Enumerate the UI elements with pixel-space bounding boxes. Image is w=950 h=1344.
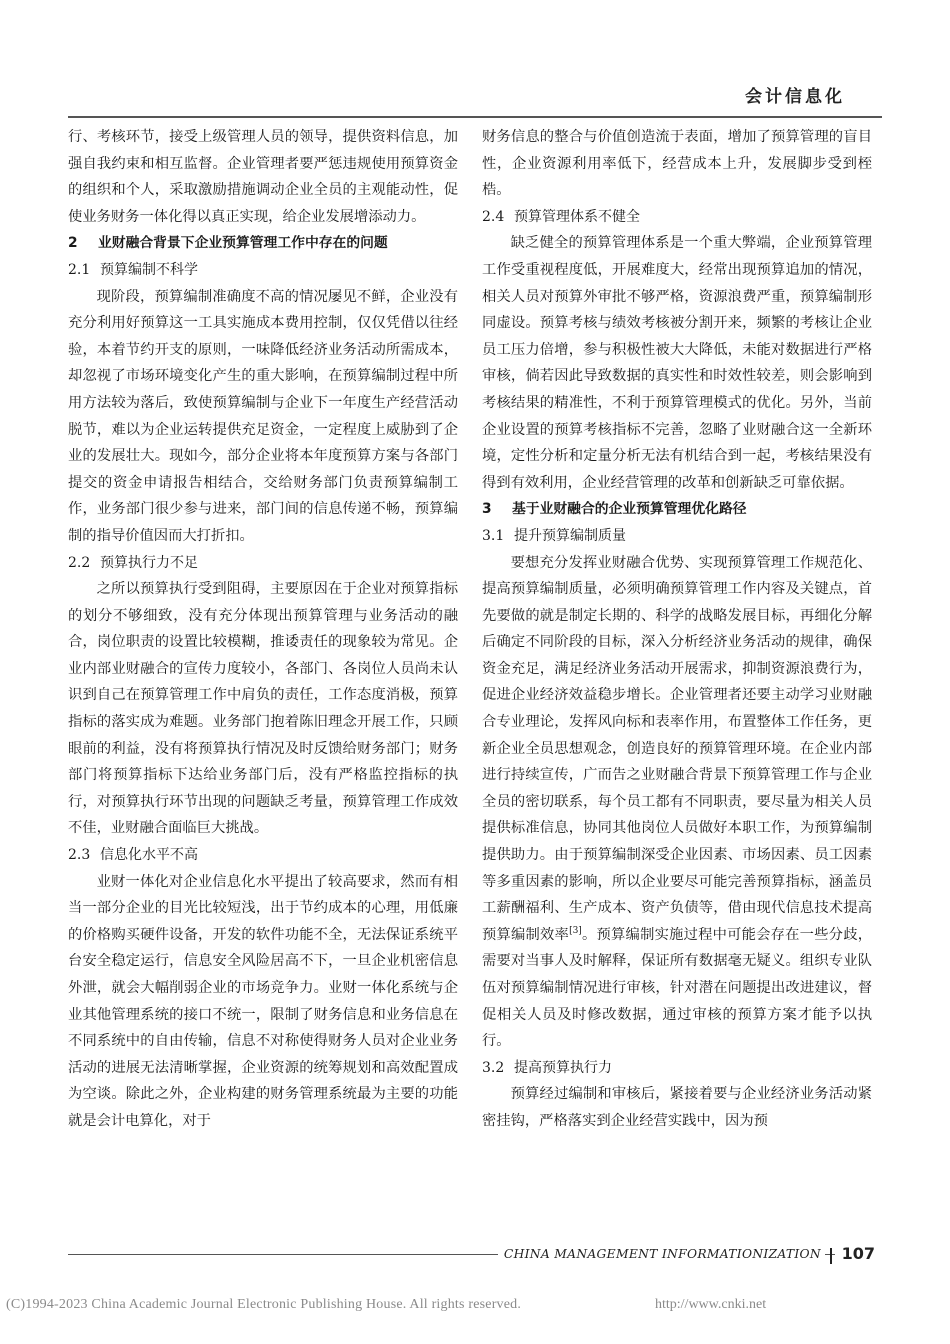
- section-3-heading: [482, 496, 872, 523]
- subsection-title: 预算执行力不足: [100, 554, 198, 571]
- subsection-2-4-heading: [482, 204, 872, 231]
- paragraph: 缺乏健全的预算管理体系是一个重大弊端，企业预算管理工作受重视程度低，开展难度大，经常出现预算追加的情况，相关人员对预算外审批不够严格，资源浪费严重，预算编制形同虚设。预算考核与绩效考核被分割开来，频繁的考核让企业员工压力倍增，参与积极性被大大降低，未能对数据进行严格审核，倘若因此导致数据的真实性和时效性较差，则会影响到考核结果的精准性，不利于预算管理模式的优化。另外，当前企业设置的预算考核指标不完善，忽略了业财融合这一全新环境，定性分析和定量分析无法有机结合到一起，考核结果没有得到有效利用，企业经营管理的改革和创新缺乏可靠依据。: [482, 235, 872, 491]
- section-title: 业财融合背景下企业预算管理工作中存在的问题: [98, 235, 388, 252]
- left-column: [68, 124, 458, 1135]
- subsection-title: 提高预算执行力: [514, 1059, 612, 1076]
- footer-separator: [830, 1248, 832, 1264]
- section-number: 3: [482, 501, 492, 518]
- subsection-2-1-heading: [68, 257, 458, 284]
- publisher-url[interactable]: http://www.cnki.net: [655, 1297, 767, 1312]
- subsection-3-1-heading: [482, 523, 872, 550]
- right-column: [482, 124, 872, 1135]
- paragraph: 之所以预算执行受到阻碍，主要原因在于企业对预算指标的划分不够细致，没有充分体现出预算管理与业务活动的融合，岗位职责的设置比较模糊，推诿责任的现象较为常见。企业内部业财融合的宣传力度较小，各部门、各岗位人员尚未认识到自己在预算管理工作中肩负的责任，工作态度消极，预算指标的落实成为难题。业务部门抱着陈旧理念开展工作，只顾眼前的利益，没有将预算执行情况及时反馈给财务部门；财务部门将预算指标下达给业务部门后，没有严格监控指标的执行，对预算执行环节出现的问题缺乏考量，预算管理工作成效不佳，业财融合面临巨大挑战。: [68, 581, 458, 837]
- subsection-2-3-heading: [68, 842, 458, 869]
- subsection-number: 2.1: [68, 261, 91, 278]
- section-2-heading: [68, 230, 458, 257]
- subsection-title: 提升预算编制质量: [514, 527, 626, 544]
- copyright-notice: (C)1994-2023 China Academic Journal Electronic Publishing House. All rights reserved.: [6, 1297, 522, 1312]
- page-number: 107: [841, 1244, 875, 1263]
- citation-reference[interactable]: [3]: [569, 926, 582, 937]
- paragraph: 预算经过编制和审核后，紧接着要与企业经济业务活动紧密挂钩，严格落实到企业经营实践中，因为预: [482, 1086, 872, 1129]
- subsection-title: 信息化水平不高: [100, 847, 198, 864]
- header-rule: [68, 116, 882, 118]
- subsection-number: 2.4: [482, 208, 505, 225]
- section-number: 2: [68, 235, 78, 252]
- subsection-3-2-heading: [482, 1055, 872, 1082]
- subsection-number: 2.2: [68, 554, 91, 571]
- section-title: 基于业财融合的企业预算管理优化路径: [512, 501, 747, 518]
- footer-journal-name: CHINA MANAGEMENT INFORMATIONIZATION: [498, 1247, 825, 1261]
- subsection-title: 预算编制不科学: [100, 261, 198, 278]
- paragraph: [482, 550, 872, 1055]
- paragraph-continued: 行、考核环节，接受上级管理人员的领导，提供资料信息，加强自我约束和相互监督。企业管理者要严惩违规使用预算资金的组织和个人，采取激励措施调动企业全员的主观能动性，促使业务财务一体化得以真正实现，给企业发展增添动力。: [68, 129, 458, 225]
- subsection-2-2-heading: [68, 550, 458, 577]
- paragraph-text: 。预算编制实施过程中可能会存在一些分歧，需要对当事人及时解释，保证所有数据毫无疑义。组织专业队伍对预算编制情况进行审核，针对潜在问题提出改进建议，督促相关人员及时修改数据，通过审核的预算方案才能予以执行。: [482, 926, 873, 1050]
- running-header-title: 会计信息化: [745, 87, 845, 107]
- subsection-number: 3.1: [482, 527, 505, 544]
- paragraph: 现阶段，预算编制准确度不高的情况屡见不鲜，企业没有充分利用好预算这一工具实施成本费用控制，仅仅凭借以往经验，本着节约开支的原则，一味降低经济业务活动所需成本，却忽视了市场环境变化产生的重大影响，在预算编制过程中所用方法较为落后，致使预算编制与企业下一年度生产经营活动脱节，难以为企业运转提供充足资金，一定程度上威胁到了企业的发展壮大。现如今，部分企业将本年度预算方案与各部门提交的资金申请报告相结合，交给财务部门负责预算编制工作，业务部门很少参与进来，部门间的信息传递不畅，预算编制的指导价值因而大打折扣。: [68, 288, 458, 544]
- paragraph-continued: 财务信息的整合与价值创造流于表面，增加了预算管理的盲目性，企业资源利用率低下，经营成本上升，发展脚步受到桎梏。: [482, 129, 872, 199]
- subsection-number: 2.3: [68, 847, 91, 864]
- paragraph: 业财一体化对企业信息化水平提出了较高要求，然而有相当一部分企业的目光比较短浅，出于节约成本的心理，用低廉的价格购买硬件设备，开发的软件功能不全，无法保证系统平台安全稳定运行，信息安全风险居高不下，一旦企业机密信息外泄，就会大幅削弱企业的市场竞争力。业财一体化系统与企业其他管理系统的接口不统一，限制了财务信息和业务信息在不同系统中的自由传输，信息不对称使得财务人员对企业业务活动的进展无法清晰掌握，企业资源的统筹规划和高效配置成为空谈。除此之外，企业构建的财务管理系统最为主要的功能就是会计电算化，对于: [68, 873, 458, 1129]
- subsection-number: 3.2: [482, 1059, 505, 1076]
- subsection-title: 预算管理体系不健全: [514, 208, 640, 225]
- paragraph-text: 要想充分发挥业财融合优势、实现预算管理工作规范化、提高预算编制质量，必须明确预算管理工作内容及关键点，首先要做的就是制定长期的、科学的战略发展目标，再细化分解后确定不同阶段的目标，深入分析经济业务活动的规律，确保资金充足，满足经济业务活动开展需求，抑制资源浪费行为，促进企业经济效益稳步增长。企业管理者还要主动学习业财融合专业理论，发挥风向标和表率作用，布置整体工作任务，更新企业全员思想观念，创造良好的预算管理环境。在企业内部进行持续宣传，广而告之业财融合背景下预算管理工作与企业全员的密切联系，每个员工都有不同职责，要尽量为相关人员提供标准信息，协同其他岗位人员做好本职工作，为预算编制提供助力。由于预算编制深受企业因素、市场因素、员工因素等多重因素的影响，所以企业要尽可能完善预算指标，涵盖员工薪酬福利、生产成本、资产负债等，借由现代信息技术提高预算编制效率: [482, 554, 872, 943]
